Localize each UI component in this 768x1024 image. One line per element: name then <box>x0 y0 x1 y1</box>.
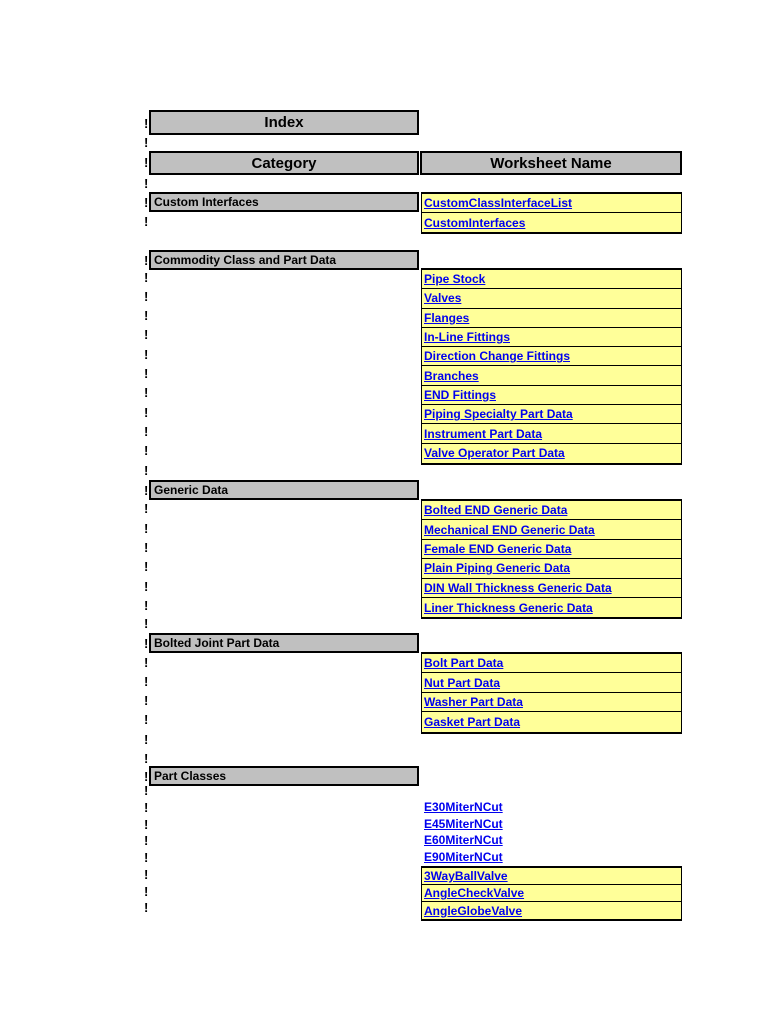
worksheet-link[interactable]: Piping Specialty Part Data <box>422 405 681 424</box>
row-marker: ! <box>144 253 149 268</box>
row-marker: ! <box>144 783 149 798</box>
row-marker: ! <box>144 817 149 832</box>
category-header: Category <box>149 151 419 175</box>
row-marker: ! <box>144 559 149 574</box>
worksheet-link[interactable]: AngleCheckValve <box>422 885 681 902</box>
worksheet-link[interactable]: Nut Part Data <box>422 673 681 692</box>
worksheet-link[interactable]: 3WayBallValve <box>422 868 681 885</box>
row-marker: ! <box>144 483 149 498</box>
row-marker: ! <box>144 674 149 689</box>
row-marker: ! <box>144 176 149 191</box>
commodity-class-links <box>421 268 682 465</box>
row-marker: ! <box>144 385 149 400</box>
worksheet-link[interactable]: Flanges <box>422 309 681 328</box>
row-marker: ! <box>144 616 149 631</box>
worksheet-link[interactable]: END Fittings <box>422 386 681 405</box>
worksheet-link[interactable]: Instrument Part Data <box>422 424 681 443</box>
row-marker: ! <box>144 289 149 304</box>
row-marker: ! <box>144 655 149 670</box>
part-classes-links <box>421 866 682 921</box>
row-marker: ! <box>144 214 149 229</box>
section-generic-data: Generic Data <box>149 480 419 500</box>
worksheet-link[interactable]: DIN Wall Thickness Generic Data <box>422 579 681 598</box>
row-marker: ! <box>144 195 149 210</box>
worksheet-link[interactable]: Direction Change Fittings <box>422 347 681 366</box>
row-marker: ! <box>144 366 149 381</box>
worksheet-link[interactable]: Liner Thickness Generic Data <box>422 598 681 617</box>
worksheet-link[interactable]: Pipe Stock <box>422 270 681 289</box>
worksheet-link[interactable]: E60MiterNCut <box>424 833 503 847</box>
row-marker: ! <box>144 884 149 899</box>
worksheet-link[interactable]: E45MiterNCut <box>424 817 503 831</box>
row-marker: ! <box>144 405 149 420</box>
row-marker: ! <box>144 751 149 766</box>
bolted-joint-links <box>421 652 682 734</box>
custom-interfaces-links <box>421 192 682 234</box>
row-marker: ! <box>144 308 149 323</box>
row-marker: ! <box>144 540 149 555</box>
worksheet-link[interactable]: Plain Piping Generic Data <box>422 559 681 578</box>
row-marker: ! <box>144 463 149 478</box>
worksheet-link[interactable]: In-Line Fittings <box>422 328 681 347</box>
row-marker: ! <box>144 521 149 536</box>
row-marker: ! <box>144 501 149 516</box>
index-title: Index <box>149 110 419 135</box>
row-marker: ! <box>144 347 149 362</box>
worksheet-link[interactable]: Branches <box>422 366 681 385</box>
worksheet-link[interactable]: Gasket Part Data <box>422 712 681 731</box>
row-marker: ! <box>144 833 149 848</box>
row-marker: ! <box>144 900 149 915</box>
row-marker: ! <box>144 712 149 727</box>
row-marker: ! <box>144 116 149 131</box>
row-marker: ! <box>144 270 149 285</box>
row-marker: ! <box>144 732 149 747</box>
worksheet-link[interactable]: Mechanical END Generic Data <box>422 520 681 539</box>
row-marker: ! <box>144 155 149 170</box>
worksheet-name-header: Worksheet Name <box>420 151 682 175</box>
worksheet-link[interactable]: CustomInterfaces <box>422 213 681 232</box>
row-marker: ! <box>144 693 149 708</box>
section-commodity-class: Commodity Class and Part Data <box>149 250 419 270</box>
row-marker: ! <box>144 800 149 815</box>
row-marker: ! <box>144 579 149 594</box>
row-marker: ! <box>144 424 149 439</box>
worksheet-link[interactable]: AngleGlobeValve <box>422 902 681 919</box>
worksheet-link[interactable]: Bolted END Generic Data <box>422 501 681 520</box>
section-part-classes: Part Classes <box>149 766 419 786</box>
worksheet-link[interactable]: E90MiterNCut <box>424 850 503 864</box>
worksheet-link[interactable]: Valves <box>422 289 681 308</box>
row-marker: ! <box>144 769 149 784</box>
worksheet-link[interactable]: Valve Operator Part Data <box>422 444 681 463</box>
row-marker: ! <box>144 867 149 882</box>
row-marker: ! <box>144 598 149 613</box>
row-marker: ! <box>144 327 149 342</box>
worksheet-link[interactable]: Female END Generic Data <box>422 540 681 559</box>
row-marker: ! <box>144 636 149 651</box>
generic-data-links <box>421 499 682 619</box>
row-marker: ! <box>144 850 149 865</box>
worksheet-link[interactable]: E30MiterNCut <box>424 800 503 814</box>
section-bolted-joint: Bolted Joint Part Data <box>149 633 419 653</box>
worksheet-link[interactable]: CustomClassInterfaceList <box>422 194 681 213</box>
worksheet-link[interactable]: Washer Part Data <box>422 693 681 712</box>
worksheet-link[interactable]: Bolt Part Data <box>422 654 681 673</box>
section-custom-interfaces: Custom Interfaces <box>149 192 419 212</box>
row-marker: ! <box>144 443 149 458</box>
row-marker: ! <box>144 135 149 150</box>
